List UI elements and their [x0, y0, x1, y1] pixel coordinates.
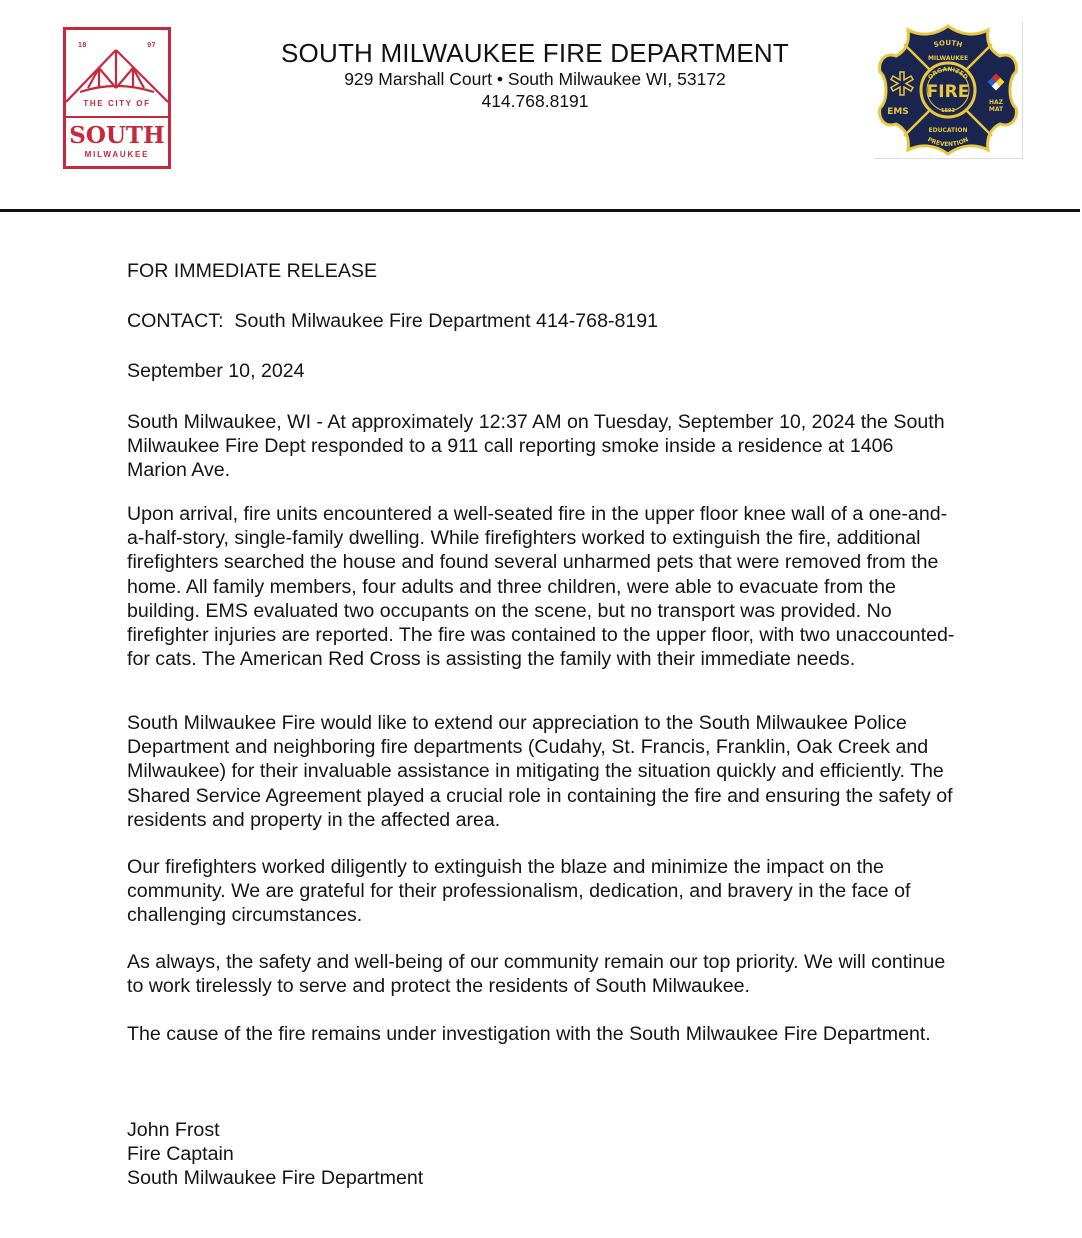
logo-south: SOUTH	[69, 122, 165, 149]
svg-text:MILWAUKEE: MILWAUKEE	[927, 55, 969, 62]
paragraph-appreciation: South Milwaukee Fire would like to extend our appreciation to the South Milwaukee Police Department and neighboring fire departments (Cudahy, St. Francis, Franklin, Oak Creek and Milwaukee) for their invaluable assistance in mitigating the situation quickly and efficiently. The Shared Service Agreement played a crucial role in containing the fire and ensuring the safety of residents and property in the affected area.	[127, 712, 953, 831]
svg-text:EMS: EMS	[887, 107, 909, 117]
logo-the-city-of: THE CITY OF	[83, 99, 151, 108]
release-heading: FOR IMMEDIATE RELEASE	[127, 260, 378, 282]
paragraph-incident: South Milwaukee, WI - At approximately 12:37 AM on Tuesday, September 10, 2024 the South Milwaukee Fire Dept responded to a 911 call reporting smoke inside a residence at 1406 Marion Ave.	[127, 411, 945, 482]
signature-organization: South Milwaukee Fire Department	[127, 1167, 424, 1190]
organization-name: SOUTH MILWAUKEE FIRE DEPARTMENT	[281, 38, 789, 68]
signature-block	[127, 1118, 423, 1191]
svg-text:SOUTH: SOUTH	[932, 39, 964, 50]
svg-text:HAZ: HAZ	[988, 99, 1004, 106]
svg-text:PREVENTION: PREVENTION	[926, 136, 970, 149]
organization-address: 929 Marshall Court • South Milwaukee WI, 53172	[344, 69, 726, 89]
logo-divider	[66, 116, 168, 118]
paragraph-investigation: The cause of the fire remains under investigation with the South Milwaukee Fire Department.	[127, 1023, 931, 1045]
city-of-south-milwaukee-logo	[63, 27, 171, 169]
maltese-cross-icon	[874, 22, 1022, 158]
svg-text:ORGANIZED: ORGANIZED	[926, 66, 970, 82]
signature-title: Fire Captain	[127, 1143, 234, 1166]
release-date: September 10, 2024	[127, 360, 305, 382]
paragraph-response: Upon arrival, fire units encountered a well-seated fire in the upper floor knee wall of a one-and-a-half-story, single-family dwelling. While firefighters worked to extinguish the fire, additional firefighters searched the house and found several unharmed pets that were removed from the home. All family members, four adults and three children, were able to evacuate from the building. EMS evaluated two occupants on the scene, but no transport was provided. No firefighter injuries are reported. The fire was contained to the upper floor, with two unaccounted-for cats. The American Red Cross is assisting the family with their immediate needs.	[127, 503, 955, 671]
svg-text:EDUCATION: EDUCATION	[928, 127, 968, 134]
fire-department-badge	[874, 22, 1023, 159]
svg-text:1893: 1893	[941, 108, 955, 114]
logo-milwaukee: MILWAUKEE	[84, 150, 150, 159]
logo-year-left: 18	[78, 42, 87, 49]
organization-phone: 414.768.8191	[481, 91, 589, 111]
paragraph-priority: As always, the safety and well-being of our community remain our top priority. We will continue to work tirelessly to serve and protect the residents of South Milwaukee.	[127, 951, 946, 998]
svg-text:FIRE: FIRE	[926, 82, 970, 102]
release-contact: CONTACT: South Milwaukee Fire Department 414-768-8191	[127, 310, 659, 332]
header-divider	[0, 209, 1080, 212]
svg-text:MAT: MAT	[988, 106, 1004, 113]
letterhead	[230, 38, 840, 112]
signature-name: John Frost	[127, 1119, 220, 1141]
logo-year-right: 97	[147, 42, 156, 49]
paragraph-firefighters: Our firefighters worked diligently to extinguish the blaze and minimize the impact on the community. We are grateful for their professionalism, dedication, and bravery in the face of challenging circumstances.	[127, 856, 911, 927]
